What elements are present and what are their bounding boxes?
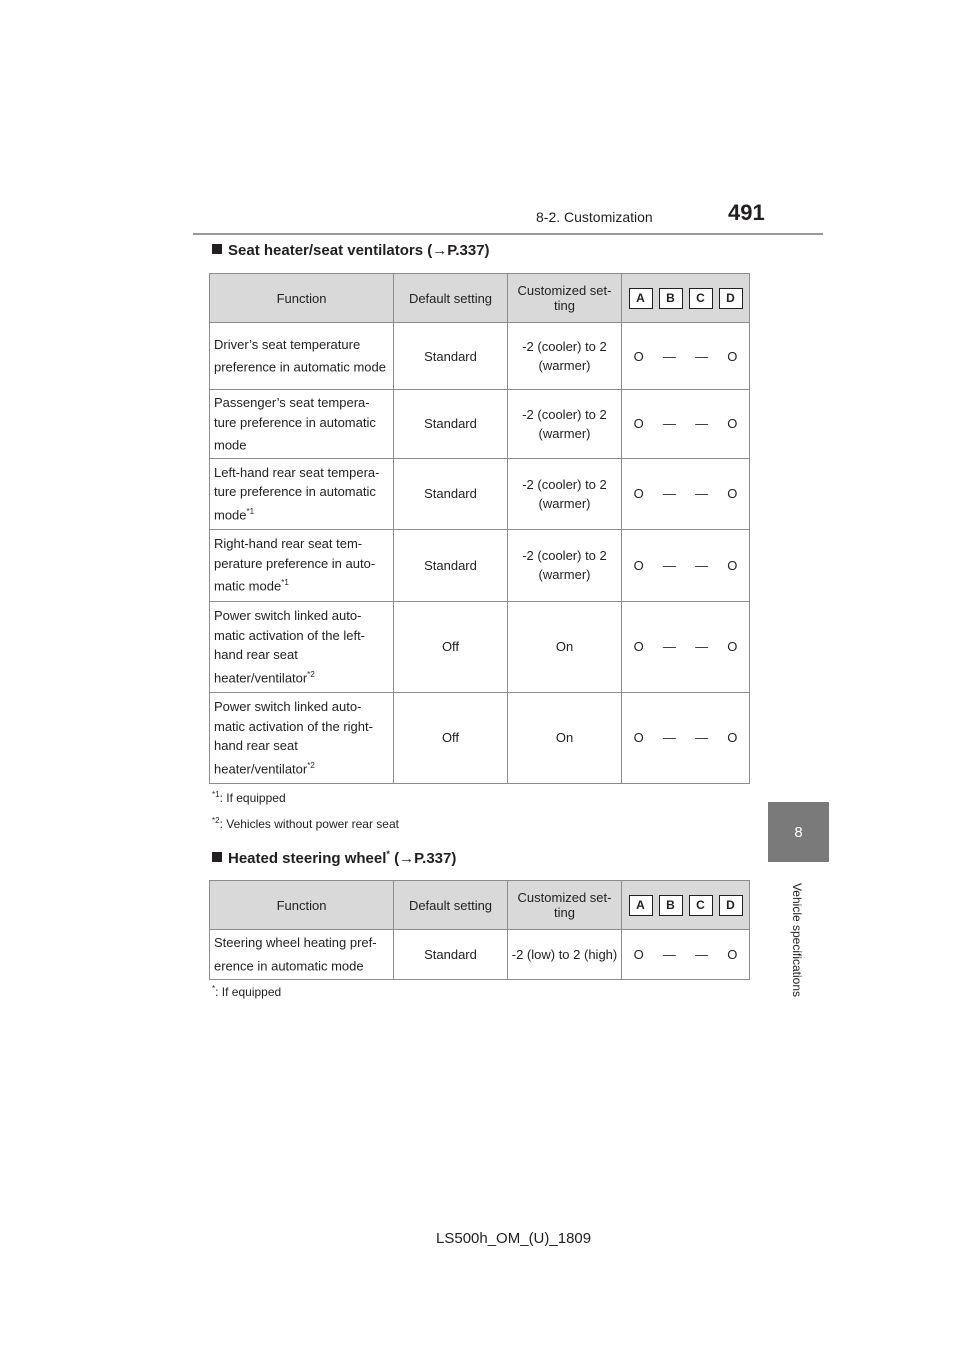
default-cell: Standard	[394, 323, 508, 390]
table-row	[210, 323, 750, 390]
customized-cell: -2 (cooler) to 2 (warmer)	[508, 323, 622, 390]
col-c-box: C	[689, 895, 713, 916]
seat-section-title: Seat heater/seat ventilators (	[228, 242, 433, 259]
col-a-mark: O	[633, 416, 644, 432]
col-b-mark: —	[662, 486, 676, 502]
default-cell: Off	[394, 692, 508, 783]
seat-section-heading	[212, 242, 490, 259]
table-row	[210, 601, 750, 692]
footnote-mark: *1	[212, 790, 220, 799]
header-rule	[193, 233, 823, 235]
col-a-mark: O	[633, 486, 644, 502]
default-cell: Standard	[394, 930, 508, 980]
customized-cell: -2 (cooler) to 2 (warmer)	[508, 390, 622, 459]
function-cell	[210, 458, 394, 529]
col-c-mark: —	[695, 639, 709, 655]
footnote-mark: *2	[212, 816, 220, 825]
function-cell	[210, 930, 394, 980]
col-a-mark: O	[633, 947, 644, 962]
col-d-mark: O	[727, 416, 738, 432]
page-number: 491	[728, 200, 765, 225]
col-c-mark: —	[695, 416, 709, 432]
table-row	[210, 930, 750, 980]
col-b-mark: —	[662, 557, 676, 573]
function-text: Right-hand rear seat tem-perature preference in auto-matic mode	[214, 536, 376, 594]
arrow-icon: →	[432, 242, 448, 259]
col-a-mark: O	[633, 639, 644, 655]
col-b-mark: —	[662, 348, 676, 364]
header-default: Default setting	[394, 881, 508, 930]
col-d-mark: O	[727, 348, 738, 364]
function-cell	[210, 601, 394, 692]
col-d-box: D	[719, 288, 743, 309]
chapter-title-text: Vehicle specifications	[790, 882, 804, 998]
function-cell	[210, 390, 394, 459]
steering-section-ref: P.337)	[414, 850, 457, 867]
section-label: 8-2. Customization	[536, 209, 653, 225]
default-cell: Standard	[394, 458, 508, 529]
availability-cell	[622, 323, 750, 390]
function-footnote-mark: *1	[246, 506, 255, 516]
function-text: Passenger’s seat tempera-ture preference in automatic mode	[214, 395, 376, 453]
function-footnote-mark: *2	[307, 760, 315, 770]
availability-cell	[622, 601, 750, 692]
title-footnote-mark: *	[386, 849, 390, 859]
col-b-mark: —	[662, 730, 676, 746]
steering-section-heading	[212, 849, 456, 867]
seat-settings-table	[209, 273, 750, 784]
table-row	[210, 529, 750, 601]
default-cell: Off	[394, 601, 508, 692]
customized-cell: On	[508, 601, 622, 692]
col-d-mark: O	[727, 486, 738, 502]
availability-cell	[622, 529, 750, 601]
customized-cell: -2 (low) to 2 (high)	[508, 930, 622, 980]
col-a-mark: O	[633, 348, 644, 364]
steering-settings-table	[209, 880, 750, 980]
col-d-mark: O	[727, 947, 738, 962]
function-footnote-mark: *1	[281, 578, 289, 588]
arrow-icon: →	[399, 850, 415, 867]
function-cell	[210, 692, 394, 783]
footnote-2	[212, 816, 399, 831]
col-c-mark: —	[695, 486, 709, 502]
col-c-mark: —	[695, 557, 709, 573]
col-c-mark: —	[695, 348, 709, 364]
function-cell	[210, 529, 394, 601]
availability-cell	[622, 458, 750, 529]
col-a-box: A	[629, 895, 653, 916]
function-text: Driver’s seat temperature preference in automatic mode	[214, 336, 386, 375]
footnote-text: : If equipped	[219, 791, 286, 805]
chapter-title	[786, 872, 808, 1008]
table-header-row	[210, 881, 750, 930]
col-c-mark: —	[695, 730, 709, 746]
customized-cell: -2 (cooler) to 2 (warmer)	[508, 529, 622, 601]
customized-cell: -2 (cooler) to 2 (warmer)	[508, 458, 622, 529]
footnote-mark: *	[212, 984, 216, 993]
seat-section-ref: P.337)	[447, 242, 490, 259]
bullet-square-icon	[212, 852, 222, 862]
document-id: LS500h_OM_(U)_1809	[436, 1230, 592, 1247]
function-text: Steering wheel heating pref-erence in automatic mode	[214, 935, 377, 974]
col-d-mark: O	[727, 557, 738, 573]
col-a-box: A	[629, 288, 653, 309]
availability-cell	[622, 390, 750, 459]
function-cell	[210, 323, 394, 390]
chapter-tab	[768, 802, 829, 862]
col-d-mark: O	[727, 639, 738, 655]
col-b-mark: —	[662, 947, 676, 962]
col-d-mark: O	[727, 730, 738, 746]
function-footnote-mark: *2	[307, 669, 315, 679]
default-cell: Standard	[394, 390, 508, 459]
table-row	[210, 458, 750, 529]
footnote-steering	[212, 984, 281, 999]
table-row	[210, 390, 750, 459]
header-columns	[622, 274, 750, 323]
footnote-1	[212, 790, 286, 805]
header-function: Function	[210, 881, 394, 930]
header-columns	[622, 881, 750, 930]
customized-cell: On	[508, 692, 622, 783]
availability-cell	[622, 692, 750, 783]
footnote-text: : If equipped	[215, 985, 282, 999]
paren-open: (	[389, 850, 400, 867]
table-row	[210, 692, 750, 783]
table-header-row	[210, 274, 750, 323]
availability-cell	[622, 930, 750, 980]
footnote-text: : Vehicles without power rear seat	[219, 817, 399, 831]
header-default: Default setting	[394, 274, 508, 323]
function-text: Left-hand rear seat tempera-ture preference in automatic mode	[214, 464, 380, 523]
header-customized: Customized set-ting	[508, 274, 622, 323]
function-text: Power switch linked auto-matic activation of the left-hand rear seat heater/ventilator	[214, 608, 366, 685]
col-a-mark: O	[633, 557, 644, 573]
col-b-mark: —	[662, 416, 676, 432]
steering-section-title: Heated steering wheel	[228, 850, 387, 867]
col-b-box: B	[659, 895, 683, 916]
bullet-square-icon	[212, 244, 222, 254]
col-b-box: B	[659, 288, 683, 309]
header-function: Function	[210, 274, 394, 323]
col-d-box: D	[719, 895, 743, 916]
chapter-number: 8	[794, 823, 803, 841]
function-text: Power switch linked auto-matic activation of the right-hand rear seat heater/ventilator	[214, 699, 373, 776]
header-customized: Customized set-ting	[508, 881, 622, 930]
col-b-mark: —	[662, 639, 676, 655]
col-a-mark: O	[633, 730, 644, 746]
col-c-box: C	[689, 288, 713, 309]
col-c-mark: —	[695, 947, 709, 962]
default-cell: Standard	[394, 529, 508, 601]
